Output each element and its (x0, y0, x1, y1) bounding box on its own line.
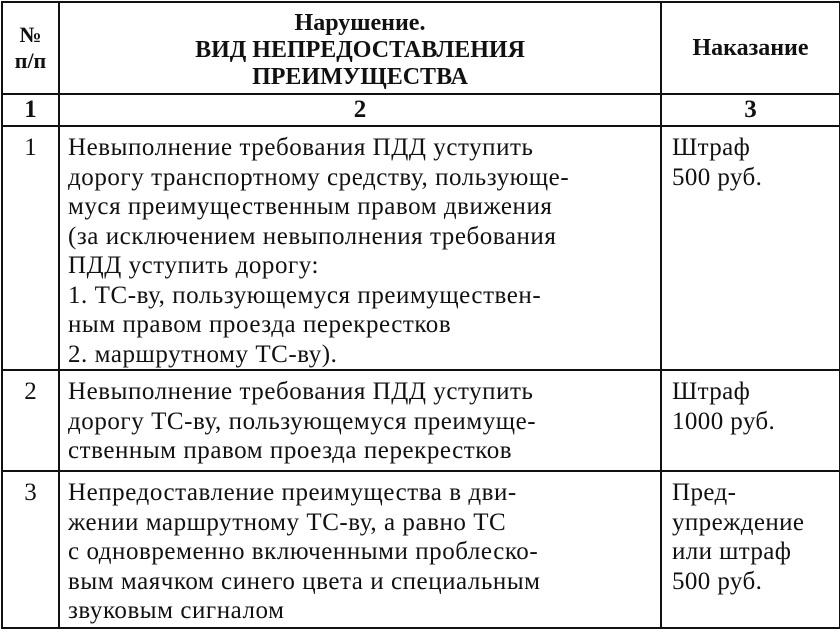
header-violation (59, 2, 661, 94)
description-line: с одновременно включенными проблеско- (68, 538, 539, 565)
header-penalty: Наказание (661, 2, 840, 94)
description-line: дорогу транспортному средству, пользующе- (68, 163, 570, 191)
header-number (2, 2, 59, 94)
description-line: (за исключением невыполнения требования (68, 222, 557, 250)
header-number-line: п/п (14, 48, 47, 73)
header-violation-line: Нарушение. (294, 9, 426, 36)
penalty-line: 500 руб. (672, 567, 763, 595)
row-number: 2 (2, 370, 59, 471)
description-line: Невыполнение требования ПДД уступить (68, 378, 534, 405)
description-line: дорогу ТС-ву, пользующемуся преимуще- (68, 407, 537, 435)
header-violation-line: ВИД НЕПРЕДОСТАВЛЕНИЯ (195, 36, 525, 63)
header-violation-line: ПРЕИМУЩЕСТВА (252, 63, 468, 90)
penalty-line: 500 руб. (672, 163, 763, 191)
description-line: ПДД уступить дорогу: (68, 252, 320, 279)
description-line: жении маршрутному ТС-ву, а равно ТС (68, 508, 507, 536)
penalty-cell (661, 126, 840, 370)
column-number: 2 (59, 94, 661, 126)
column-number: 1 (2, 94, 59, 126)
penalty-line: или штраф (672, 538, 792, 565)
table-row (2, 126, 840, 370)
description-line: ным правом проезда перекрестков (68, 311, 452, 338)
violation-description (59, 126, 661, 370)
penalty-cell (661, 471, 840, 628)
violation-description (59, 471, 661, 628)
description-line: звуковым сигналом (68, 597, 285, 624)
table-body (2, 126, 840, 628)
header-number-line: № (19, 22, 42, 47)
table-row (2, 471, 840, 628)
description-line: 2. маршрутному ТС-ву). (68, 340, 338, 368)
row-number: 1 (2, 126, 59, 370)
penalty-line: Штраф (672, 134, 751, 161)
penalty-line: упреждение (672, 508, 805, 536)
description-line: Невыполнение требования ПДД уступить (68, 134, 534, 161)
penalty-table (1, 1, 840, 629)
column-number-row (2, 94, 840, 126)
violation-description (59, 370, 661, 471)
description-line: 1. ТС-ву, пользующемуся преимуществен- (68, 281, 542, 309)
penalty-line: 1000 руб. (672, 407, 776, 435)
table-row (2, 370, 840, 471)
penalty-line: Пред- (672, 479, 737, 506)
row-number: 3 (2, 471, 59, 628)
description-line: ственным правом проезда перекрестков (68, 437, 513, 464)
description-line: муся преимущественным правом движения (68, 193, 553, 220)
column-number: 3 (661, 94, 840, 126)
header-row (2, 2, 840, 94)
penalty-cell (661, 370, 840, 471)
description-line: Непредоставление преимущества в дви- (68, 479, 517, 506)
description-line: вым маячком синего цвета и специальным (68, 567, 541, 595)
penalty-line: Штраф (672, 378, 751, 405)
